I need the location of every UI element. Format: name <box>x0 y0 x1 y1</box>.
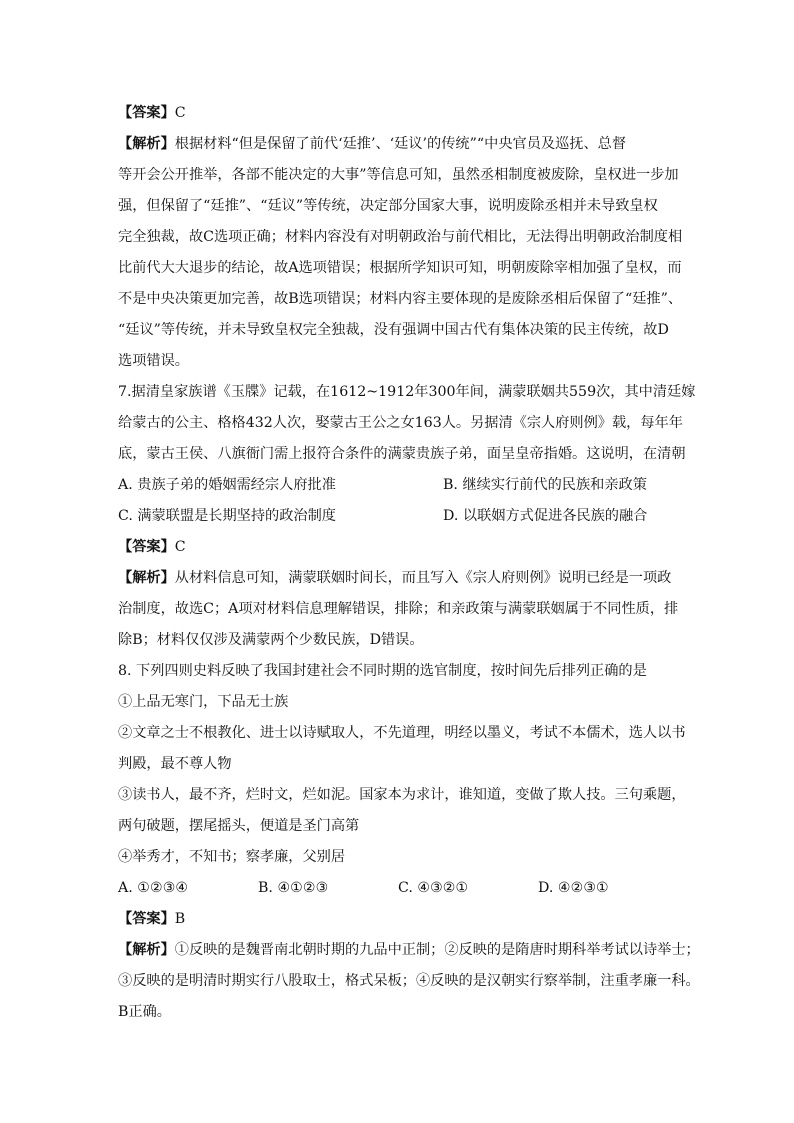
q8-analysis-line: ③反映的是明清时期实行八股取士，格式呆板；④反映的是汉朝实行察举制，注重孝廉一科。 <box>118 973 700 989</box>
q8-option-a: A. ①②③④ <box>118 880 189 896</box>
q7-analysis-line: 【解析】从材料信息可知，满蒙联姻时间长，而且写入《宗人府则例》说明已经是一项政 <box>118 570 672 586</box>
q8-options-row <box>118 873 678 904</box>
q6-analysis-line: 比前代大大退步的结论，故A选项错误；根据所学知识可知，明朝废除宰相加强了皇权，而 <box>118 260 682 276</box>
q6-analysis-line: “廷议”等传统，并未导致皇权完全独裁，没有强调中国古代有集体决策的民主传统，故D <box>118 322 669 338</box>
q8-analysis-line: B正确。 <box>118 1004 171 1020</box>
q6-analysis-line: 【解析】根据材料“但是保留了前代‘廷推’、‘廷议’的传统”“中央官员及巡抚、总督 <box>118 136 627 152</box>
q7-options-row <box>118 501 678 532</box>
q8-option-d: D. ④②③① <box>538 880 609 896</box>
q7-option-a: A. 贵族子弟的婚姻需经宗人府批准 <box>118 477 336 493</box>
q8-item: ④举秀才，不知书；察孝廉，父别居 <box>118 849 346 865</box>
q7-options-row <box>118 470 678 501</box>
q7-option-d: D. 以联姻方式促进各民族的融合 <box>443 508 648 524</box>
q6-analysis-line: 强，但保留了“廷推”、“廷议”等传统，决定部分国家大事，说明废除丞相并未导致皇权 <box>118 198 658 214</box>
document-page <box>118 98 700 1028</box>
q8-stem: 8. 下列四则史料反映了我国封建社会不同时期的选官制度，按时间先后排列正确的是 <box>118 663 647 679</box>
answer-label: 【答案】 <box>118 539 175 555</box>
q8-analysis-line: 【解析】①反映的是魏晋南北朝时期的九品中正制；②反映的是隋唐时期科举考试以诗举士； <box>118 942 700 958</box>
q8-item: ①上品无寒门，下品无士族 <box>118 694 289 710</box>
q6-analysis-line: 等开会公开推举，各部不能决定的大事”等信息可知，虽然丞相制度被废除，皇权进一步加 <box>118 167 679 183</box>
q7-stem-line: 7.据清皇家族谱《玉牒》记载，在1612~1912年300年间，满蒙联姻共559次，其中清廷嫁 <box>118 384 696 400</box>
q8-item: 判殿，最不尊人物 <box>118 756 232 772</box>
answer-label: 【答案】 <box>118 911 175 927</box>
answer-value: C <box>174 539 186 555</box>
q7-stem-line: 给蒙古的公主、格格432人次，娶蒙古王公之女163人。另据清《宗人府则例》载，每年年 <box>118 415 683 431</box>
q6-analysis-line: 选项错误。 <box>118 353 189 369</box>
q7-option-c: C. 满蒙联盟是长期坚持的政治制度 <box>118 508 336 524</box>
q6-analysis-line: 完全独裁，故C选项正确；材料内容没有对明朝政治与前代相比，无法得出明朝政治制度相 <box>118 229 683 245</box>
q7-analysis-line: 除B；材料仅仅涉及满蒙两个少数民族，D错误。 <box>118 632 424 648</box>
analysis-label: 【解析】 <box>118 570 175 586</box>
q8-item: 两句破题，摆尾摇头，便道是圣门高第 <box>118 818 360 834</box>
answer-value: B <box>174 911 186 927</box>
q8-option-c: C. ④③②① <box>398 880 469 896</box>
q8-item: ③读书人，最不齐，烂时文，烂如泥。国家本为求计，谁知道，变做了欺人技。三句乘题， <box>118 787 686 803</box>
q7-answer <box>118 532 678 563</box>
q8-item: ②文章之士不根教化、进士以诗赋取人，不先道理，明经以墨义，考试不本儒术，选人以书 <box>118 725 686 741</box>
q7-analysis-line: 治制度，故选C；A项对材料信息理解错误，排除；和亲政策与满蒙联姻属于不同性质，排 <box>118 601 679 617</box>
q6-answer <box>118 98 678 129</box>
analysis-label: 【解析】 <box>118 942 175 958</box>
analysis-label: 【解析】 <box>118 136 175 152</box>
q8-option-b: B. ④①②③ <box>258 880 329 896</box>
answer-value: C <box>174 105 186 121</box>
q8-answer <box>118 904 678 935</box>
q7-option-b: B. 继续实行前代的民族和亲政策 <box>443 477 647 493</box>
q6-analysis-line: 不是中央决策更加完善，故B选项错误；材料内容主要体现的是废除丞相后保留了“廷推”、 <box>118 291 683 307</box>
answer-label: 【答案】 <box>118 105 175 121</box>
q7-stem-line: 底，蒙古王侯、八旗衙门需上报符合条件的满蒙贵族子弟，面呈皇帝指婚。这说明，在清朝 <box>118 446 686 462</box>
